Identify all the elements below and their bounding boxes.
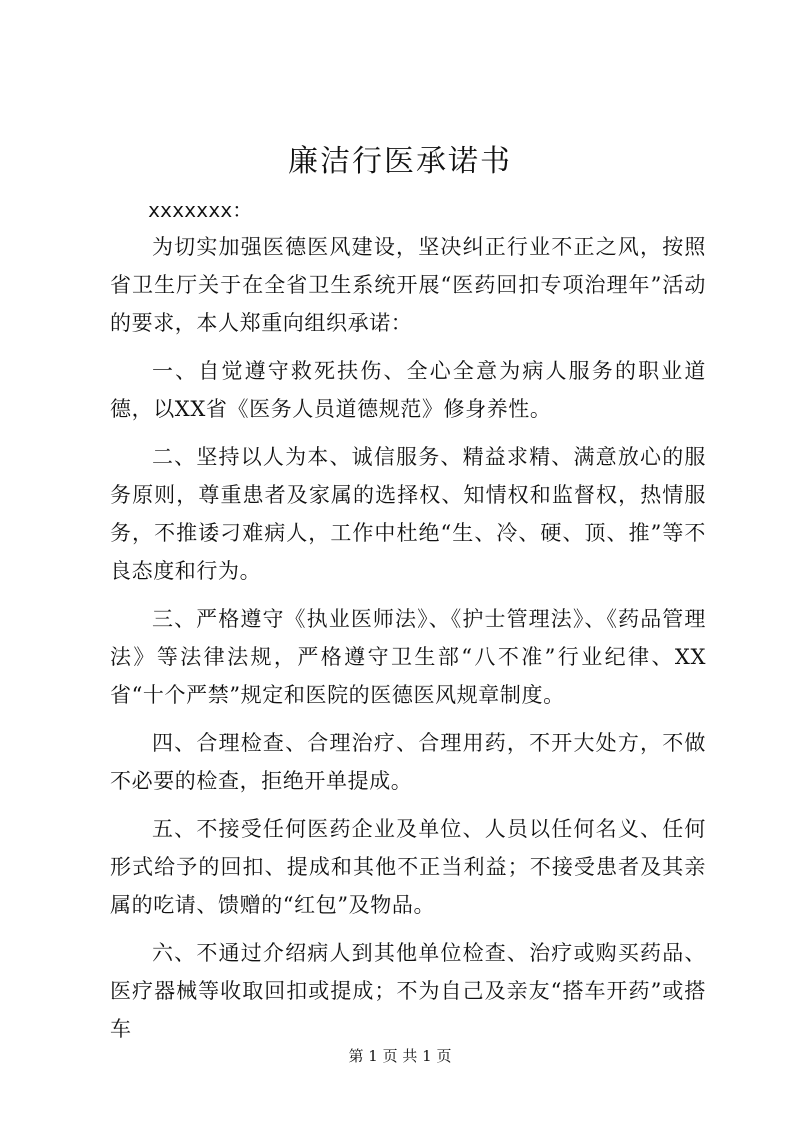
paragraph-item-2: 二、坚持以人为本、诚信服务、精益求精、满意放心的服务原则，尊重患者及家属的选择权、知情权和监督权，热情服务，不推诿刁难病人，工作中杜绝“生、冷、硬、顶、推”等不良态度和行为。 (110, 445, 706, 583)
paragraph-intro: 为切实加强医德医风建设，坚决纠正行业不正之风，按照省卫生厅关于在全省卫生系统开展“医药回扣专项治理年”活动的要求，本人郑重向组织承诺： (110, 235, 706, 335)
paragraph-item-4: 四、合理检查、合理治疗、合理用药，不开大处方，不做不必要的检查，拒绝开单提成。 (110, 731, 706, 793)
paragraph-item-6: 六、不通过介绍病人到其他单位检查、治疗或购买药品、医疗器械等收取回扣或提成；不为自己及亲友“搭车开药”或搭车 (110, 941, 706, 1041)
page-footer: 第 1 页 共 1 页 (348, 1047, 452, 1065)
paragraph-item-3: 三、严格遵守《执业医师法》、《护士管理法》、《药品管理法》等法律法规，严格遵守卫生部“八不准”行业纪律、XX省“十个严禁”规定和医院的医德医风规章制度。 (110, 607, 706, 707)
salutation: xxxxxxx： (148, 198, 253, 222)
page-title: 廉洁行医承诺书 (288, 144, 512, 179)
paragraph-item-5: 五、不接受任何医药企业及单位、人员以任何名义、任何形式给予的回扣、提成和其他不正当利益；不接受患者及其亲属的吃请、馈赠的“红包”及物品。 (110, 817, 706, 917)
paragraph-item-1: 一、自觉遵守救死扶伤、全心全意为病人服务的职业道德，以XX省《医务人员道德规范》修身养性。 (110, 359, 706, 421)
document-body (110, 228, 706, 1058)
